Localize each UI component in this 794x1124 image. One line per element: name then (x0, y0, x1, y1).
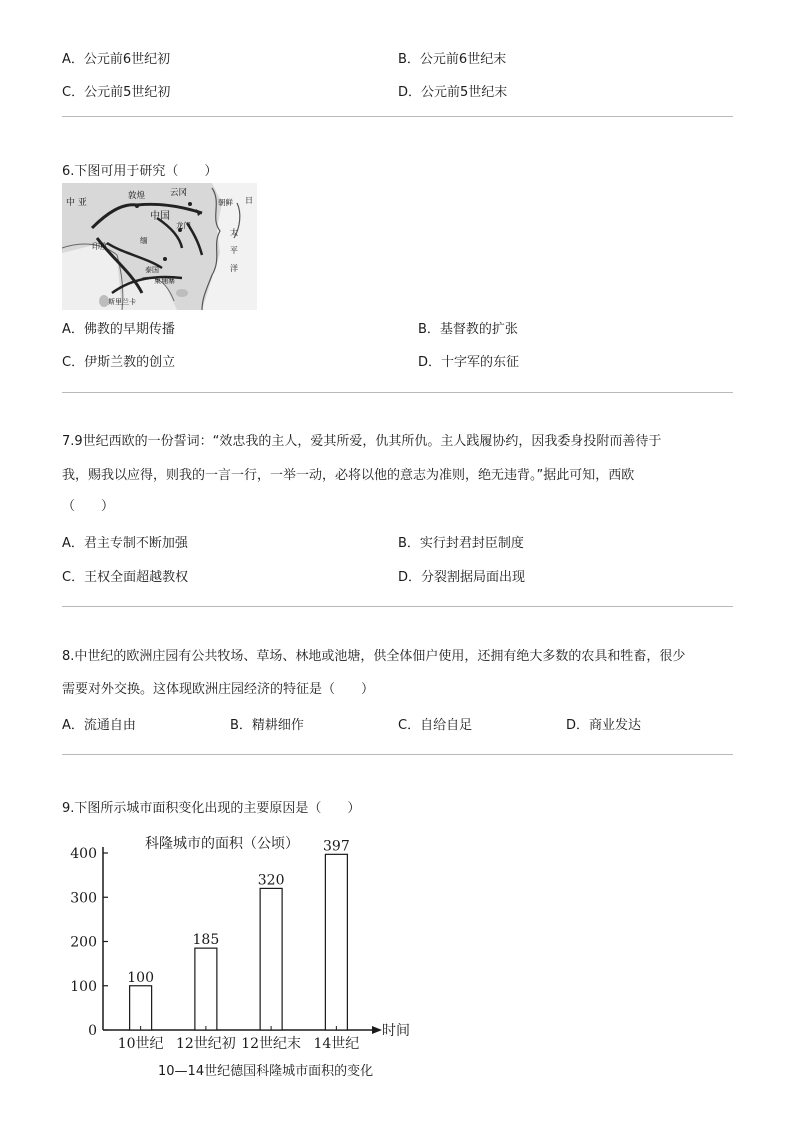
map-label-pacific-3: 洋 (230, 264, 238, 273)
q7-option-c: C．王权全面超越教权 (62, 570, 189, 585)
bar-value-label: 100 (127, 969, 154, 986)
q8-stem-line-2: 需要对外交换。这体现欧洲庄园经济的特征是（ ） (62, 682, 375, 697)
map-label-japan: 日 (245, 196, 253, 205)
q8-option-c: C．自给自足 (398, 718, 473, 733)
y-tick-label: 300 (70, 890, 97, 907)
map-label-yungang: 云冈 (170, 188, 188, 198)
q5-option-b: B．公元前6世纪末 (398, 52, 507, 67)
buddhism-spread-map (62, 183, 257, 310)
map-label-dunhuang: 敦煌 (128, 191, 146, 201)
map-label-india: 印度 (92, 242, 108, 251)
bar-value-label: 397 (323, 838, 350, 855)
q7-stem-line-3: （ ） (62, 499, 115, 514)
q7-option-d: D．分裂割据局面出现 (398, 570, 526, 585)
q7-option-a: A．君主专制不断加强 (62, 536, 188, 551)
q6-stem: 6.下图可用于研究（ ） (62, 164, 218, 179)
map-label-pacific-1: 太 (230, 228, 238, 237)
chart-title: 科隆城市的面积（公顷） (145, 836, 299, 852)
x-axis-label: 时间 (382, 1023, 410, 1039)
q5-option-a: A．公元前6世纪初 (62, 52, 171, 67)
bar (130, 986, 152, 1030)
q6-option-a: A．佛教的早期传播 (62, 322, 175, 337)
bar (325, 854, 347, 1030)
x-tick-label: 10世纪 (117, 1036, 164, 1052)
cologne-area-bar-chart (62, 820, 442, 1085)
q8-option-b: B．精耕细作 (230, 718, 304, 733)
y-tick-label: 400 (70, 846, 97, 862)
bar-value-label: 185 (192, 932, 220, 949)
q6-option-c: C．伊斯兰教的创立 (62, 355, 176, 370)
map-label-longmen: 龙门 (176, 221, 191, 230)
x-tick-label: 14世纪 (313, 1036, 360, 1052)
q6-option-b: B．基督教的扩张 (418, 322, 518, 337)
chart-caption: 10—14世纪德国科隆城市面积的变化 (158, 1064, 374, 1079)
divider (62, 754, 733, 755)
divider (62, 606, 733, 607)
map-label-china: 中国 (150, 211, 170, 222)
q5-option-d: D．公元前5世纪末 (398, 85, 508, 100)
bar-value-label: 320 (257, 872, 285, 889)
bar (260, 888, 282, 1030)
map-label-sri-lanka: 斯里兰卡 (108, 298, 136, 306)
map-label-myanmar: 缅 (140, 236, 148, 245)
divider (62, 116, 733, 117)
q8-option-a: A．流通自由 (62, 718, 136, 733)
chart-svg (62, 820, 442, 1085)
y-tick-label: 100 (70, 978, 97, 995)
x-tick-label: 12世纪初 (175, 1036, 236, 1052)
map-label-thailand: 泰国 (145, 266, 159, 274)
q6-option-d: D．十字军的东征 (418, 355, 520, 370)
map-label-cambodia: 柬埔寨 (154, 277, 175, 285)
map-label-central-asia: 中 亚 (66, 198, 87, 208)
y-tick-label: 200 (70, 934, 97, 951)
q7-option-b: B．实行封君封臣制度 (398, 536, 524, 551)
q8-option-d: D．商业发达 (566, 718, 642, 733)
map-label-korea: 朝鲜 (218, 198, 233, 207)
q7-stem-line-2: 我，赐我以应得，则我的一言一行，一举一动，必将以他的意志为准则，绝无违背。”据此可知，西欧 (62, 468, 635, 483)
divider (62, 392, 733, 393)
x-tick-label: 12世纪末 (241, 1036, 302, 1052)
q7-stem-line-1: 7.9世纪西欧的一份誓词：“效忠我的主人，爱其所爱，仇其所仇。主人践履协约，因我委身投附而善待于 (62, 434, 662, 449)
q8-stem-line-1: 8.中世纪的欧洲庄园有公共牧场、草场、林地或池塘，供全体佃户使用，还拥有绝大多数的农具和牲畜，很少 (62, 649, 686, 664)
q9-stem: 9.下图所示城市面积变化出现的主要原因是（ ） (62, 801, 361, 816)
map-label-pacific-2: 平 (230, 246, 238, 255)
x-axis-arrow (372, 1026, 382, 1034)
bar (195, 948, 217, 1030)
q5-option-c: C．公元前5世纪初 (62, 85, 171, 100)
y-tick-label: 0 (88, 1023, 97, 1039)
